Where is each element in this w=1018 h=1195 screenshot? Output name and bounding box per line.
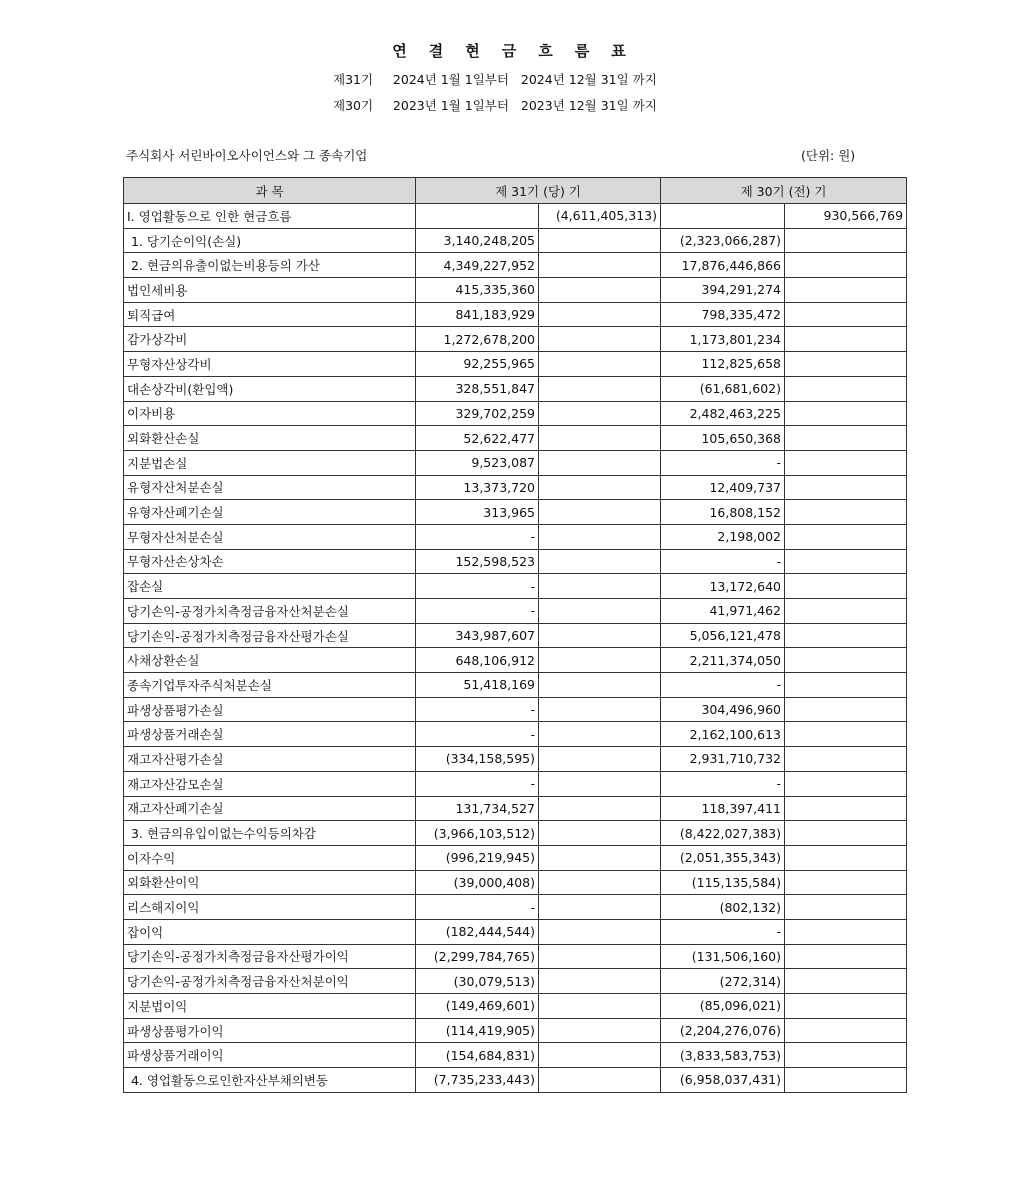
amount-cell-cur-detail: (30,079,513) (416, 969, 539, 994)
amount-cell-cur-detail: (182,444,544) (416, 919, 539, 944)
amount-cell-pri-detail: 105,650,368 (661, 426, 785, 451)
account-name-cell: 재고자산폐기손실 (124, 796, 416, 821)
amount-cell-pri-detail: (3,833,583,753) (661, 1043, 785, 1068)
amount-cell-pri-total (785, 623, 907, 648)
amount-cell-cur-detail: 3,140,248,205 (416, 228, 539, 253)
amount-cell-cur-detail: 328,551,847 (416, 376, 539, 401)
account-name-cell: 무형자산처분손실 (124, 524, 416, 549)
amount-cell-pri-total (785, 796, 907, 821)
amount-cell-cur-detail: - (416, 722, 539, 747)
amount-cell-pri-detail: 112,825,658 (661, 352, 785, 377)
amount-cell-pri-total (785, 747, 907, 772)
account-name-cell: 당기손익-공정가치측정금융자산처분이익 (124, 969, 416, 994)
table-row (124, 870, 907, 895)
table-row (124, 747, 907, 772)
amount-cell-pri-detail: 394,291,274 (661, 278, 785, 303)
amount-cell-pri-total (785, 426, 907, 451)
amount-cell-pri-total (785, 771, 907, 796)
amount-cell-cur-total (539, 944, 661, 969)
account-name-cell: 잡이익 (124, 919, 416, 944)
amount-cell-cur-detail: (149,469,601) (416, 994, 539, 1019)
amount-cell-cur-total: (4,611,405,313) (539, 204, 661, 229)
amount-cell-cur-total (539, 599, 661, 624)
account-name-cell: 지분법이익 (124, 994, 416, 1019)
amount-cell-pri-total (785, 722, 907, 747)
amount-cell-cur-detail: 9,523,087 (416, 450, 539, 475)
amount-cell-cur-total (539, 574, 661, 599)
account-name-cell: 법인세비용 (124, 278, 416, 303)
account-name-cell: 잡손실 (124, 574, 416, 599)
amount-cell-pri-total (785, 500, 907, 525)
amount-cell-pri-total (785, 919, 907, 944)
amount-cell-cur-total (539, 697, 661, 722)
account-name-cell: 지분법손실 (124, 450, 416, 475)
account-name-cell: 당기손익-공정가치측정금융자산평가손실 (124, 623, 416, 648)
table-row (124, 648, 907, 673)
table-row (124, 475, 907, 500)
account-name-cell: 외화환산손실 (124, 426, 416, 451)
amount-cell-cur-detail: - (416, 574, 539, 599)
amount-cell-cur-detail: 1,272,678,200 (416, 327, 539, 352)
amount-cell-pri-detail: (6,958,037,431) (661, 1068, 785, 1093)
table-row (124, 204, 907, 229)
account-name-cell: 3. 현금의유입이없는수익등의차감 (124, 821, 416, 846)
amount-cell-cur-total (539, 376, 661, 401)
amount-cell-pri-total (785, 278, 907, 303)
account-name-cell: 2. 현금의유출이없는비용등의 가산 (124, 253, 416, 278)
table-row (124, 796, 907, 821)
account-name-cell: 재고자산평가손실 (124, 747, 416, 772)
table-row (124, 697, 907, 722)
amount-cell-pri-detail: 2,482,463,225 (661, 401, 785, 426)
account-name-cell: 파생상품거래이익 (124, 1043, 416, 1068)
account-name-cell: 재고자산감모손실 (124, 771, 416, 796)
amount-cell-cur-detail: (996,219,945) (416, 845, 539, 870)
table-row (124, 1043, 907, 1068)
table-row (124, 253, 907, 278)
amount-cell-pri-detail: 2,162,100,613 (661, 722, 785, 747)
table-row (124, 673, 907, 698)
amount-cell-pri-detail: (8,422,027,383) (661, 821, 785, 846)
table-row (124, 327, 907, 352)
title-char: 표 (611, 42, 626, 60)
amount-cell-cur-total (539, 623, 661, 648)
table-row (124, 352, 907, 377)
amount-cell-pri-detail: - (661, 919, 785, 944)
amount-cell-cur-detail: (39,000,408) (416, 870, 539, 895)
amount-cell-pri-detail: (85,096,021) (661, 994, 785, 1019)
title-char: 금 (501, 42, 517, 60)
amount-cell-pri-total (785, 944, 907, 969)
table-row (124, 302, 907, 327)
amount-cell-cur-total (539, 796, 661, 821)
amount-cell-cur-total (539, 253, 661, 278)
amount-cell-cur-total (539, 278, 661, 303)
amount-cell-pri-detail: 118,397,411 (661, 796, 785, 821)
amount-cell-cur-detail: (334,158,595) (416, 747, 539, 772)
amount-cell-pri-total (785, 969, 907, 994)
amount-cell-pri-detail: (272,314) (661, 969, 785, 994)
account-name-cell: 이자비용 (124, 401, 416, 426)
account-name-cell: 무형자산상각비 (124, 352, 416, 377)
amount-cell-cur-total (539, 549, 661, 574)
amount-cell-pri-detail: 2,198,002 (661, 524, 785, 549)
amount-cell-cur-detail: (114,419,905) (416, 1018, 539, 1043)
amount-cell-cur-total (539, 228, 661, 253)
amount-cell-pri-detail: 798,335,472 (661, 302, 785, 327)
amount-cell-pri-total (785, 1068, 907, 1093)
amount-cell-cur-total (539, 401, 661, 426)
account-name-cell: I. 영업활동으로 인한 현금흐름 (124, 204, 416, 229)
table-row (124, 574, 907, 599)
table-row (124, 919, 907, 944)
amount-cell-cur-detail: - (416, 771, 539, 796)
amount-cell-cur-detail: (154,684,831) (416, 1043, 539, 1068)
amount-cell-pri-total (785, 895, 907, 920)
amount-cell-pri-detail: 1,173,801,234 (661, 327, 785, 352)
amount-cell-pri-detail: (802,132) (661, 895, 785, 920)
amount-cell-pri-detail: (61,681,602) (661, 376, 785, 401)
amount-cell-pri-detail (661, 204, 785, 229)
amount-cell-cur-total (539, 919, 661, 944)
amount-cell-cur-total (539, 821, 661, 846)
amount-cell-cur-total (539, 895, 661, 920)
amount-cell-pri-detail: 16,808,152 (661, 500, 785, 525)
amount-cell-pri-total (785, 870, 907, 895)
amount-cell-pri-detail: (2,051,355,343) (661, 845, 785, 870)
amount-cell-cur-total (539, 722, 661, 747)
table-row (124, 450, 907, 475)
table-row (124, 401, 907, 426)
amount-cell-cur-total (539, 524, 661, 549)
table-row (124, 994, 907, 1019)
amount-cell-cur-total (539, 1018, 661, 1043)
amount-cell-cur-total (539, 1068, 661, 1093)
amount-cell-cur-detail: - (416, 697, 539, 722)
amount-cell-pri-detail: 2,931,710,732 (661, 747, 785, 772)
amount-cell-cur-detail: (2,299,784,765) (416, 944, 539, 969)
table-row (124, 228, 907, 253)
amount-cell-cur-total (539, 747, 661, 772)
amount-cell-pri-total (785, 302, 907, 327)
account-name-cell: 대손상각비(환입액) (124, 376, 416, 401)
amount-cell-cur-detail: 648,106,912 (416, 648, 539, 673)
amount-cell-cur-total (539, 845, 661, 870)
unit-label: (단위: 원) (801, 148, 856, 163)
amount-cell-pri-detail: (115,135,584) (661, 870, 785, 895)
account-name-cell: 이자수익 (124, 845, 416, 870)
company-name: 주식회사 서린바이오사이언스와 그 종속기업 (126, 148, 368, 163)
account-name-cell: 파생상품평가손실 (124, 697, 416, 722)
table-row (124, 969, 907, 994)
amount-cell-cur-detail: (7,735,233,443) (416, 1068, 539, 1093)
account-name-cell: 외화환산이익 (124, 870, 416, 895)
amount-cell-pri-total (785, 574, 907, 599)
amount-cell-pri-detail: (2,323,066,287) (661, 228, 785, 253)
table-row (124, 1068, 907, 1093)
amount-cell-pri-detail: - (661, 450, 785, 475)
account-name-cell: 당기손익-공정가치측정금융자산평가이익 (124, 944, 416, 969)
account-name-cell: 종속기업투자주식처분손실 (124, 673, 416, 698)
account-name-cell: 당기손익-공정가치측정금융자산처분손실 (124, 599, 416, 624)
amount-cell-cur-total (539, 302, 661, 327)
table-row (124, 821, 907, 846)
amount-cell-cur-total (539, 327, 661, 352)
column-header-account: 과 목 (124, 178, 416, 204)
amount-cell-pri-total (785, 401, 907, 426)
amount-cell-cur-total (539, 500, 661, 525)
table-row (124, 426, 907, 451)
table-row (124, 524, 907, 549)
amount-cell-pri-total (785, 821, 907, 846)
amount-cell-pri-total (785, 1018, 907, 1043)
amount-cell-cur-total (539, 352, 661, 377)
amount-cell-cur-total (539, 969, 661, 994)
title-char: 결 (428, 42, 444, 60)
account-name-cell: 감가상각비 (124, 327, 416, 352)
amount-cell-pri-total (785, 673, 907, 698)
amount-cell-cur-detail: 415,335,360 (416, 278, 539, 303)
account-name-cell: 퇴직급여 (124, 302, 416, 327)
table-row (124, 895, 907, 920)
amount-cell-pri-detail: - (661, 549, 785, 574)
table-row (124, 599, 907, 624)
amount-cell-pri-total (785, 352, 907, 377)
amount-cell-cur-total (539, 426, 661, 451)
amount-cell-pri-total (785, 475, 907, 500)
amount-cell-cur-detail: 313,965 (416, 500, 539, 525)
amount-cell-pri-detail: 12,409,737 (661, 475, 785, 500)
amount-cell-cur-detail: - (416, 524, 539, 549)
table-row (124, 549, 907, 574)
amount-cell-pri-detail: 2,211,374,050 (661, 648, 785, 673)
amount-cell-pri-total (785, 327, 907, 352)
account-name-cell: 사채상환손실 (124, 648, 416, 673)
account-name-cell: 1. 당기순이익(손실) (124, 228, 416, 253)
amount-cell-cur-detail: 152,598,523 (416, 549, 539, 574)
amount-cell-cur-total (539, 994, 661, 1019)
amount-cell-cur-detail: - (416, 599, 539, 624)
amount-cell-cur-detail: (3,966,103,512) (416, 821, 539, 846)
period-current: 제31기 2024년 1월 1일부터 2024년 12월 31일 까지 (333, 72, 657, 87)
amount-cell-pri-total (785, 599, 907, 624)
amount-cell-cur-total (539, 450, 661, 475)
amount-cell-cur-total (539, 648, 661, 673)
amount-cell-pri-total (785, 697, 907, 722)
amount-cell-cur-total (539, 475, 661, 500)
amount-cell-pri-total (785, 845, 907, 870)
amount-cell-cur-detail: 841,183,929 (416, 302, 539, 327)
amount-cell-pri-total (785, 994, 907, 1019)
amount-cell-pri-detail: 17,876,446,866 (661, 253, 785, 278)
column-header-prior-period: 제 30기 (전) 기 (661, 178, 907, 204)
table-row (124, 722, 907, 747)
account-name-cell: 파생상품평가이익 (124, 1018, 416, 1043)
column-header-current-period: 제 31기 (당) 기 (416, 178, 661, 204)
title-char: 흐 (538, 42, 553, 60)
table-header-row (124, 178, 907, 204)
table-row (124, 944, 907, 969)
account-name-cell: 유형자산처분손실 (124, 475, 416, 500)
amount-cell-pri-total (785, 648, 907, 673)
amount-cell-pri-total (785, 450, 907, 475)
statement-title (0, 40, 1018, 61)
amount-cell-cur-total (539, 673, 661, 698)
table-row (124, 376, 907, 401)
amount-cell-pri-total (785, 549, 907, 574)
table-row (124, 771, 907, 796)
amount-cell-pri-detail: (131,506,160) (661, 944, 785, 969)
account-name-cell: 4. 영업활동으로인한자산부채의변동 (124, 1068, 416, 1093)
amount-cell-cur-detail: 4,349,227,952 (416, 253, 539, 278)
amount-cell-cur-detail (416, 204, 539, 229)
table-row (124, 845, 907, 870)
amount-cell-pri-detail: 304,496,960 (661, 697, 785, 722)
account-name-cell: 리스해지이익 (124, 895, 416, 920)
amount-cell-pri-total (785, 1043, 907, 1068)
amount-cell-pri-detail: (2,204,276,076) (661, 1018, 785, 1043)
amount-cell-cur-total (539, 771, 661, 796)
amount-cell-pri-detail: - (661, 673, 785, 698)
amount-cell-cur-detail: 51,418,169 (416, 673, 539, 698)
table-row (124, 278, 907, 303)
table-row (124, 1018, 907, 1043)
amount-cell-cur-detail: - (416, 895, 539, 920)
amount-cell-pri-detail: 13,172,640 (661, 574, 785, 599)
account-name-cell: 파생상품거래손실 (124, 722, 416, 747)
table-row (124, 500, 907, 525)
account-name-cell: 무형자산손상차손 (124, 549, 416, 574)
amount-cell-pri-detail: 5,056,121,478 (661, 623, 785, 648)
cash-flow-table (123, 177, 907, 1093)
amount-cell-cur-detail: 343,987,607 (416, 623, 539, 648)
amount-cell-pri-total (785, 228, 907, 253)
amount-cell-cur-detail: 131,734,527 (416, 796, 539, 821)
table-row (124, 623, 907, 648)
amount-cell-pri-total: 930,566,769 (785, 204, 907, 229)
amount-cell-pri-detail: 41,971,462 (661, 599, 785, 624)
table-body (124, 204, 907, 1093)
amount-cell-cur-detail: 329,702,259 (416, 401, 539, 426)
amount-cell-cur-total (539, 870, 661, 895)
amount-cell-cur-detail: 92,255,965 (416, 352, 539, 377)
amount-cell-pri-total (785, 376, 907, 401)
amount-cell-cur-detail: 13,373,720 (416, 475, 539, 500)
title-char: 현 (465, 42, 480, 60)
account-name-cell: 유형자산폐기손실 (124, 500, 416, 525)
period-prior: 제30기 2023년 1월 1일부터 2023년 12월 31일 까지 (333, 98, 657, 113)
amount-cell-pri-detail: - (661, 771, 785, 796)
amount-cell-cur-detail: 52,622,477 (416, 426, 539, 451)
amount-cell-pri-total (785, 253, 907, 278)
amount-cell-pri-total (785, 524, 907, 549)
title-char: 연 (392, 42, 407, 60)
title-char: 름 (574, 42, 590, 60)
amount-cell-cur-total (539, 1043, 661, 1068)
